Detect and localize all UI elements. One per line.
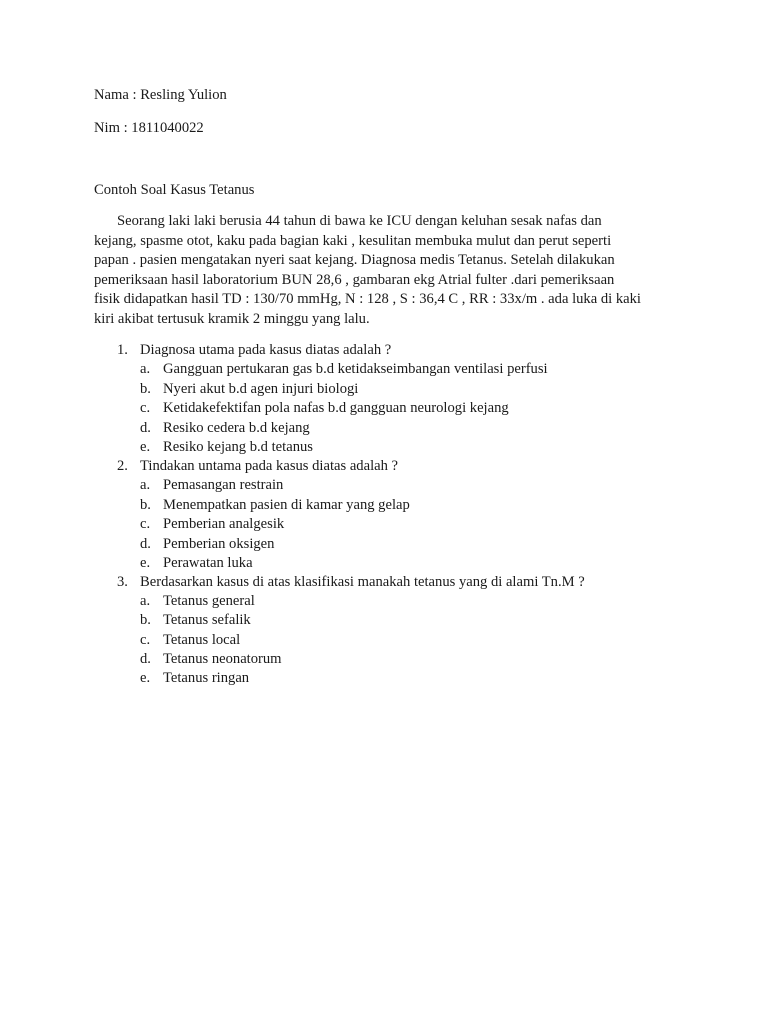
option-letter: c. bbox=[140, 516, 151, 532]
option-text: Perawatan luka bbox=[163, 555, 253, 571]
option-text: Ketidakefektifan pola nafas b.d gangguan neurologi kejang bbox=[163, 400, 509, 416]
paragraph-line: kiri akibat tertusuk kramik 2 minggu yang lalu. bbox=[94, 310, 370, 327]
option-text: Menempatkan pasien di kamar yang gelap bbox=[163, 496, 410, 513]
question-text: Tindakan untama pada kasus diatas adalah ? bbox=[140, 458, 399, 474]
question-number: 1. bbox=[117, 342, 128, 358]
paragraph-line: Seorang laki laki berusia 44 tahun di bawa ke ICU dengan keluhan sesak nafas dan bbox=[117, 213, 602, 229]
option-letter: e. bbox=[140, 670, 151, 686]
option-text: Tetanus sefalik bbox=[163, 612, 251, 628]
option-letter: a. bbox=[140, 593, 151, 609]
option-text: Pemberian analgesik bbox=[163, 516, 285, 532]
question-number: 3. bbox=[117, 574, 128, 590]
option-text: Nyeri akut b.d agen injuri biologi bbox=[163, 380, 359, 397]
paragraph-line: papan . pasien mengatakan nyeri saat kejang. Diagnosa medis Tetanus. Setelah dilakukan bbox=[94, 252, 615, 268]
option-text: Pemasangan restrain bbox=[163, 477, 284, 493]
option-letter: c. bbox=[140, 400, 151, 416]
option-letter: d. bbox=[140, 651, 151, 667]
option-letter: b. bbox=[140, 612, 151, 628]
question-number: 2. bbox=[117, 458, 128, 474]
option-letter: c. bbox=[140, 631, 151, 648]
option-letter: a. bbox=[140, 361, 151, 377]
paragraph-line: pemeriksaan hasil laboratorium BUN 28,6 , gambaran ekg Atrial fulter .dari pemeriksaan bbox=[94, 271, 615, 288]
option-text: Tetanus neonatorum bbox=[163, 651, 282, 667]
document-title: Contoh Soal Kasus Tetanus bbox=[94, 182, 255, 198]
option-letter: b. bbox=[140, 496, 151, 513]
option-letter: b. bbox=[140, 380, 151, 397]
option-letter: d. bbox=[140, 419, 151, 436]
question-text: Diagnosa utama pada kasus diatas adalah ? bbox=[140, 342, 392, 358]
student-name: Nama : Resling Yulion bbox=[94, 87, 227, 103]
option-text: Tetanus ringan bbox=[163, 670, 250, 686]
option-letter: e. bbox=[140, 555, 151, 571]
option-text: Pemberian oksigen bbox=[163, 535, 275, 552]
option-text: Gangguan pertukaran gas b.d ketidakseimbangan ventilasi perfusi bbox=[163, 361, 548, 377]
option-text: Tetanus local bbox=[163, 631, 241, 648]
option-text: Tetanus general bbox=[163, 593, 255, 609]
paragraph-line: kejang, spasme otot, kaku pada bagian kaki , kesulitan membuka mulut dan perut seperti bbox=[94, 232, 612, 249]
student-nim: Nim : 1811040022 bbox=[94, 120, 204, 136]
option-text: Resiko kejang b.d tetanus bbox=[163, 439, 313, 455]
question-text: Berdasarkan kasus di atas klasifikasi manakah tetanus yang di alami Tn.M ? bbox=[140, 574, 585, 590]
option-letter: a. bbox=[140, 477, 151, 493]
option-letter: d. bbox=[140, 535, 151, 552]
option-text: Resiko cedera b.d kejang bbox=[163, 419, 310, 436]
paragraph-line: fisik didapatkan hasil TD : 130/70 mmHg, N : 128 , S : 36,4 C , RR : 33x/m . ada luka di kaki bbox=[94, 291, 641, 307]
case-paragraph bbox=[94, 212, 680, 329]
option-letter: e. bbox=[140, 439, 151, 455]
